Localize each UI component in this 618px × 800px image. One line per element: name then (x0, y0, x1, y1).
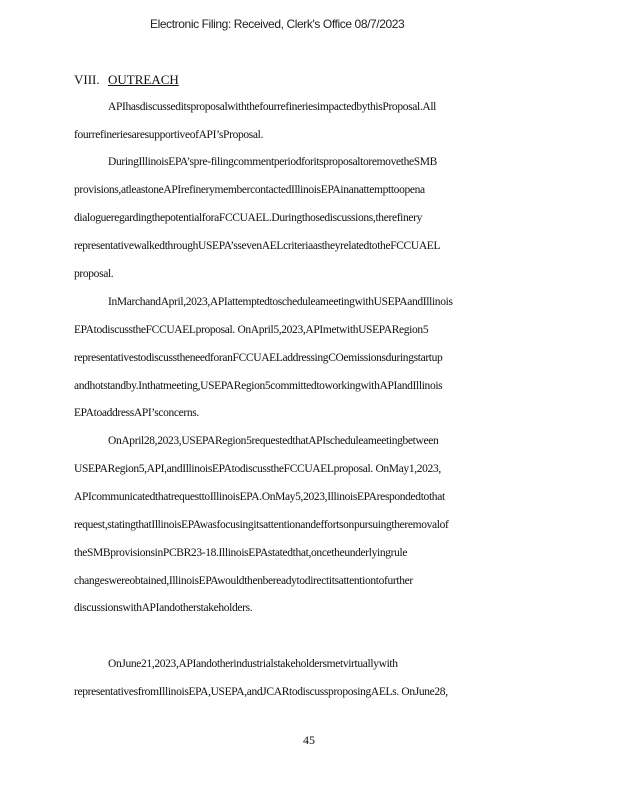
text-line: OnJune21,2023,APIandotherindustrialstakeholdersmetvirtuallywith (108, 658, 398, 670)
text-line: andhotstandby.Inthatmeeting,USEPARegion5committedtoworkingwithAPIandIllinois (74, 380, 443, 392)
text-line: changeswereobtained,IllinoisEPAwouldthenbereadytodirectitsattentiontofurther (74, 575, 413, 587)
text-line: USEPARegion5,API,andIllinoisEPAtodiscusstheFCCUAELproposal. OnMay1,2023, (74, 463, 441, 475)
text-line: representativesfromIllinoisEPA,USEPA,andJCARtodiscussproposingAELs. OnJune28, (74, 686, 448, 698)
text-line: proposal. (74, 268, 114, 280)
text-line: InMarchandApril,2023,APIattemptedtoscheduleameetingwithUSEPAandIllinois (108, 296, 453, 308)
electronic-filing-header: Electronic Filing: Received, Clerk's Office 08/7/2023 (150, 17, 405, 31)
text-line: DuringIllinoisEPA’spre-filingcommentperiodforitsproposaltoremovetheSMB (108, 156, 437, 168)
text-line: APIhasdiscusseditsproposalwiththefourrefineriesimpactedbythisProposal.All (108, 101, 437, 113)
section-heading (74, 72, 179, 88)
page-number: 45 (303, 733, 315, 747)
text-line: provisions,atleastoneAPIrefinerymembercontactedIllinoisEPAinanattempttoopena (74, 184, 425, 196)
text-line: APIcommunicatedthatrequesttoIllinoisEPA.OnMay5,2023,IllinoisEPArespondedtothat (74, 491, 445, 503)
text-line: EPAtodiscusstheFCCUAELproposal. OnApril5,2023,APImetwithUSEPARegion5 (74, 324, 429, 336)
text-line: representativestodiscusstheneedforanFCCUAELaddressingCOemissionsduringstartup (74, 352, 443, 364)
text-line: OnApril28,2023,USEPARegion5requestedthatAPIscheduleameetingbetween (108, 435, 439, 447)
text-line: representativewalkedthroughUSEPA’ssevenAELcriteriaastheyrelatedtotheFCCUAEL (74, 240, 441, 252)
text-line: theSMBprovisionsinPCBR23-18.IllinoisEPAstatedthat,oncetheunderlyingrule (74, 547, 408, 559)
text-line: dialogueregardingthepotentialforaFCCUAEL.Duringthosediscussions,therefinery (74, 212, 423, 224)
text-line: fourrefineriesaresupportiveofAPI’sProposal. (74, 129, 264, 141)
text-line: EPAtoaddressAPI’sconcerns. (74, 407, 199, 419)
text-line: request,statingthatIllinoisEPAwasfocusingitsattentionandeffortsonpursuingtheremovalof (74, 519, 449, 531)
section-title: OUTREACH (108, 72, 179, 87)
text-line: discussionswithAPIandotherstakeholders. (74, 602, 253, 614)
section-number: VIII. (74, 72, 100, 87)
